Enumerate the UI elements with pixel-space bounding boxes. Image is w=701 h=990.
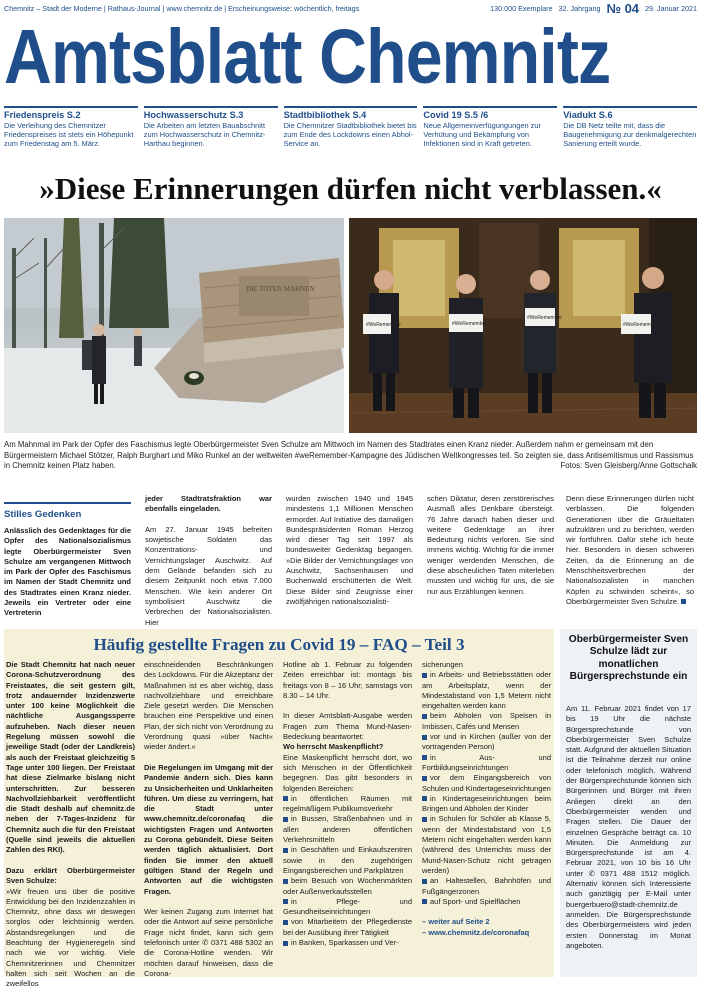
list-item: in Kindertageseinrichtungen beim Bringen und Abholen der Kinder (422, 793, 551, 814)
teaser-bar (4, 106, 697, 156)
list-item: in Schulen für Schüler ab Klasse 5, wenn der Mindestabstand von 1,5 Metern nicht eingehalten werden kann (während des Unterrichts muss der Mund-Nasen-Schutz nicht getragen werden) (422, 814, 551, 875)
article-lead: Anlässlich des Gedenktages für die Opfer des Nationalsozialismus legte Oberbürgermeister Sven Schulze am vergangenen Mittwoch im Park der Opfer des Faschismus im Namen der Stadt Chemnitz und des Stadtrates einen Kranz nieder. Jeweils ein Vertreter oder eine Vertreterin (4, 526, 131, 618)
teaser-friedenspreis[interactable]: Friedenspreis S.2 Die Verleihung des Chemnitzer Friedenspreises ist stets ein Höhepunkt zum Friedenstag am 5. März. (4, 106, 138, 156)
main-headline: »Diese Erinnerungen dürfen nicht verblassen.« (39, 171, 662, 206)
list-item: in öffentlichen Räumen mit regelmäßigem Publikumsverkehr (283, 793, 412, 814)
sign-3: #WeRemember (527, 315, 562, 321)
sprech-text: Am 11. Februar 2021 findet von 17 bis 19 Uhr die nächste Bürgersprechstunde von Oberbürgermeister Sven Schulze statt. Aufgrund der aktuellen Situation ist die Teilnahme derzeit nur online oder telefonisch möglich. Während der Bürgersprechstunde können sich Bürgerinnen und Bürger mit ihren Anliegen direkt an den Oberbürgermeister wenden und Fragen stellen. Die Dauer der einzelnen Gespräche beträgt ca. 10 Minuten. Die Anmeldung zur Bürgersprechstunde ist am 4. Februar 2021, von 10 bis 16 Uhr unter ✆ 0371 488 1512 möglich. Alternativ können sich Interessierte auch ganztägig per E-Mail unter buergerbuero@stadt-chemnitz.de anmelden. Die Bürgersprechstunde des Oberbürgermeisters wird jeden ersten Donnerstag im Monat angeboten. (566, 704, 691, 950)
masthead-title: Amtsblatt Chemnitz (4, 14, 611, 100)
list-item: beim Besuch von Wochenmärkten oder Außenverkaufsstellen (283, 876, 412, 896)
article-col-5: Denn diese Erinnerungen dürfen nicht verblassen. Die folgenden Generationen über die Gräueltaten aufzuklären und zu berichten, werden wir fortführen. Dafür stehe ich heute hier. Besonders in diesen schweren Zeiten, da die Erinnerung an die Menschheitsverbrechen der Nationalsozialisten in manchen Köpfen zu schwinden scheint«, so Oberbürgermeister Sven Schulze. (566, 494, 694, 606)
list-item: in Geschäften und Einkaufszentren sowie in den zugehörigen Eingangsbereichen und Parkplätzen (283, 845, 412, 875)
caption-text: Am Mahnmal im Park der Opfer des Faschismus legte Oberbürgermeister Sven Schulze am Mittwoch im Namen des Stadtrates einen Kranz nieder. Außerdem nahm er gemeinsam mit den Bürgermeistern Michael Stötzer, Ralph Burghart und Miko Runkel an der weltweiten #weRemember-Kampagne des Jüdischen Weltkongresses teil. So zeigten sie, dass Antisemitismus und Rassismus in Chemnitz keinen Platz haben. (4, 440, 694, 470)
faq-box (4, 629, 554, 989)
article-col-4: schen Diktatur, deren zerstörerisches Ausmaß alles Denkbare übersteigt. 76 Jahre danach haben dieser und weitere Gedenktage an ihrer Bedeutung nichts verloren. Sie sind immens wichtig. Wichtig für die immer weniger werdenden Menschen, die diese abscheulichen Taten miterleben mussten und wichtig für uns, die sie nur aus Erzählungen kennen. (427, 494, 554, 596)
article-col-3: wurden zwischen 1940 und 1945 mindestens 1,1 Millionen Menschen ermordet. Auf Initiative des damaligen Bundespräsidenten Roman Herzog wird dieser Tag seit 1997 als bundesweiter Gedenktag begangen. »Die Bilder der Vernichtungslager von Auschwitz, Sachsenhausen und Buchenwald erschütterten die Welt. Diese Bilder sind Zeugnisse einer zwölfjährigen nationalsozialisti- (286, 494, 413, 606)
teaser-covid19[interactable]: Covid 19 S.5 /6 Neue Allgemeinverfügungungen zur Verhütung und Bekämpfung von Infektionen sind in Kraft getreten. (423, 106, 557, 156)
list-item: beim Abholen von Speisen in Imbissen, Cafés und Mensen (422, 711, 551, 731)
memorial-inscription: DIE TOTEN MAHNEN (246, 285, 315, 293)
photo-row (4, 218, 697, 433)
list-item: in Bussen, Straßenbahnen und in allen anderen öffentlichen Verkehrsmitteln (283, 814, 412, 845)
faq-title: Häufig gestellte Fragen zu Covid 19 – FAQ – Teil 3 (93, 635, 465, 654)
teaser-hochwasserschutz[interactable]: Hochwasserschutz S.3 Die Arbeiten am letzten Bauabschnitt zum Hochwasserschutz in Chemnitz-Harthau beginnen. (144, 106, 278, 156)
photo-caption (4, 440, 697, 480)
sign-4: #WeRemember (623, 322, 658, 328)
faq-col-4: sicherungen in Arbeits- und Betriebsstätten oder am Arbeitsplatz, wenn der Mindestabstand von 1,5 Metern nicht eingehalten werden kann beim Abholen von Speisen in Imbissen, Cafés und Mensen vor und in Kirchen (außer von der vortragenden Person) in Aus- und Fortbildungseinrichtungen vor dem Eingangsbereich von Schulen und Kindertageseinrichtungen in Kindertageseinrichtungen beim Bringen und Abholen der Kinder in Schulen für Schüler ab Klasse 5, wenn der Mindestabstand von 1,5 Metern nicht eingehalten werden kann (während des Unterrichts muss der Mund-Nasen-Schutz nicht getragen werden) an Haltestellen, Bahnhöfen und Fußgängerzonen auf Sport- und Spielflächen – weiter auf Seite 2 – www.chemnitz.de/coronafaq (422, 660, 551, 937)
article-stilles-gedenken (4, 502, 131, 526)
faq-list-1 (283, 794, 412, 948)
photo-credit: Fotos: Sven Gleisberg/Anne Gottschalk (560, 461, 697, 470)
weremember-photo (349, 218, 697, 433)
end-mark-icon (681, 599, 686, 604)
list-item: in Pflege- und Gesundheitseinrichtungen (283, 896, 412, 917)
sign-2: #WeRemember (452, 321, 487, 327)
list-item: in Aus- und Fortbildungseinrichtungen (422, 752, 551, 772)
list-item: auf Sport- und Spielflächen (422, 897, 551, 907)
faq-col-2: einschneidenden Beschränkungen des Lockdowns. Für die Akzeptanz der Maßnahmen ist es aber wichtig, dass nachvollziehbare und erreichbare Ziele gesetzt werden. Die Menschen brauchen eine Perspektive und einen Plan, der sich nicht von Verordnung zu Verordnung quasi »über Nacht« wieder ändert.« Die Regelungen im Umgang mit der Pandemie ändern sich. Dies kann zu Unsicherheiten und Unklarheiten führen. Um diese zu verringern, hat die Stadt unter www.chemnitz.de/coronafaq die wichtigsten Fragen und Antworten zu Corona gebündelt. Diese Seiten werden täglich aktualisiert. Dort finden Sie immer den aktuell gültigen Stand der Regeln und Antworten auf die wichtigsten Fragen. Wer keinen Zugang zum Internet hat oder die Antwort auf seine persönliche Frage nicht findet, kann sich gern telefonisch unter ✆ 0371 488 5302 an die Corona-Hotline wenden. Wir möchten darauf hinweisen, dass die Corona- (144, 660, 273, 978)
article-col-2: jeder Stadtratsfraktion war ebenfalls eingeladen. Am 27. Januar 1945 befreiten sowjetische Soldaten das Konzentrations- und Vernichtungslager Auschwitz. Auf dem Gelände befanden sich zu diesem Zeitpunkt noch etwa 7.000 Menschen. Wie kein anderer Ort symbolisiert Auschwitz die Verbrechen der Nationalsozialisten. Hier (145, 494, 272, 627)
list-item: in Arbeits- und Betriebsstätten oder am Arbeitsplatz, wenn der Mindestabstand von 1,5 Metern nicht eingehalten werden kann (422, 670, 551, 711)
volume: 32. Jahrgang (558, 3, 601, 13)
issue-number: № 04 (606, 0, 640, 16)
memorial-photo (4, 218, 344, 433)
publication-info: Chemnitz – Stadt der Moderne | Rathaus-Journal | www.chemnitz.de | Erscheinungsweise: wöchentlich, freitags (4, 3, 360, 13)
circulation: 130.000 Exemplare (490, 3, 553, 13)
buergersprechstunde-box (560, 629, 697, 977)
teaser-stadtbibliothek[interactable]: Stadtbibliothek S.4 Die Chemnitzer Stadtbibliothek bietet bis zum Ende des Lockdowns einen Abhol-Service an. (284, 106, 418, 156)
issue-date: 29. Januar 2021 (645, 3, 697, 13)
coronafaq-link[interactable]: – www.chemnitz.de/coronafaq (422, 927, 530, 937)
article-heading: Stilles Gedenken (4, 509, 82, 520)
continue-link[interactable]: – weiter auf Seite 2 (422, 917, 490, 927)
faq-col-1: Die Stadt Chemnitz hat nach neuer Corona-Schutzverordnung des Freistaates, die seit gestern gilt, trotz andauernder Inzidenzwerte unter 100 keine Möglichkeit die nächtliche Ausgangssperre aufzuheben. Nach dieser neuen Regelung müssen sowohl die jeweilige Stadt (oder der Landkreis) als auch der Freistaat gleichzeitig 5 Tage unter 100 liegen. Der Freistaat hat diese Zielmarke bislang nicht unterschritten. Zur besseren Nachvollziehbarkeit veröffentlicht die Stadt deshalb auf chemnitz.de neben der 7-Tages-Inzidenz für Chemnitz auch die für den Freistaat (Quelle sind jeweils die aktuellen Zahlen des RKI). Dazu erklärt Oberbürgermeister Sven Schulze: »Wir freuen uns über die positive Entwicklung bei den Inzidenzzahlen in Chemnitz, ohne dass wir deswegen sorglos oder leichtsinnig werden. Abstandsregelungen und die Beachtung der Hygieneregeln sind nach wie vor wichtig. Viele Chemnitzerinnen und Chemnitzer halten sich seit Wochen an die zweifellos (6, 660, 135, 989)
list-item: von Mitarbeitern der Pflegedienste bei der Ausübung ihrer Tätigkeit (283, 917, 412, 937)
list-item: vor dem Eingangsbereich von Schulen und Kindertageseinrichtungen (422, 773, 551, 793)
faq-list-2 (422, 670, 551, 907)
list-item: in Banken, Sparkassen und Ver- (283, 938, 412, 948)
teaser-viadukt[interactable]: Viadukt S.6 Die DB Netz teilte mit, dass die Baugenehmigung zur denkmalgerechten Sanierung erteilt wurde. (563, 106, 697, 156)
sprech-title: Oberbürgermeister Sven Schulze lädt zur monatlichen Bürgersprechstunde ein (568, 634, 689, 683)
sign-1: #WeRemember (366, 322, 401, 328)
faq-col-3: Hotline ab 1. Februar zu folgenden Zeiten erreichbar ist: montags bis freitags von 8 – 16 Uhr; samstags von 8.30 – 14 Uhr. In dieser Amtsblatt-Ausgabe werden Fragen zum Thema Mund-Nasen-Bedeckung beantwortet: Wo herrscht Maskenpflicht? Eine Maskenpflicht herrscht dort, wo sich Menschen in der Öffentlichkeit begegnen. Das gibt besonders in folgenden Bereichen: in öffentlichen Räumen mit regelmäßigem Publikumsverkehr in Bussen, Straßenbahnen und in allen anderen öffentlichen Verkehrsmitteln in Geschäften und Einkaufszentren sowie in den zugehörigen Eingangsbereichen und Parkplätzen beim Besuch von Wochenmärkten oder Außenverkaufsstellen in Pflege- und Gesundheitseinrichtungen von Mitarbeitern der Pflegedienste bei der Ausübung ihrer Tätigkeit in Banken, Sparkassen und Ver- (283, 660, 412, 948)
list-item: an Haltestellen, Bahnhöfen und Fußgängerzonen (422, 876, 551, 896)
list-item: vor und in Kirchen (außer von der vortragenden Person) (422, 732, 551, 752)
